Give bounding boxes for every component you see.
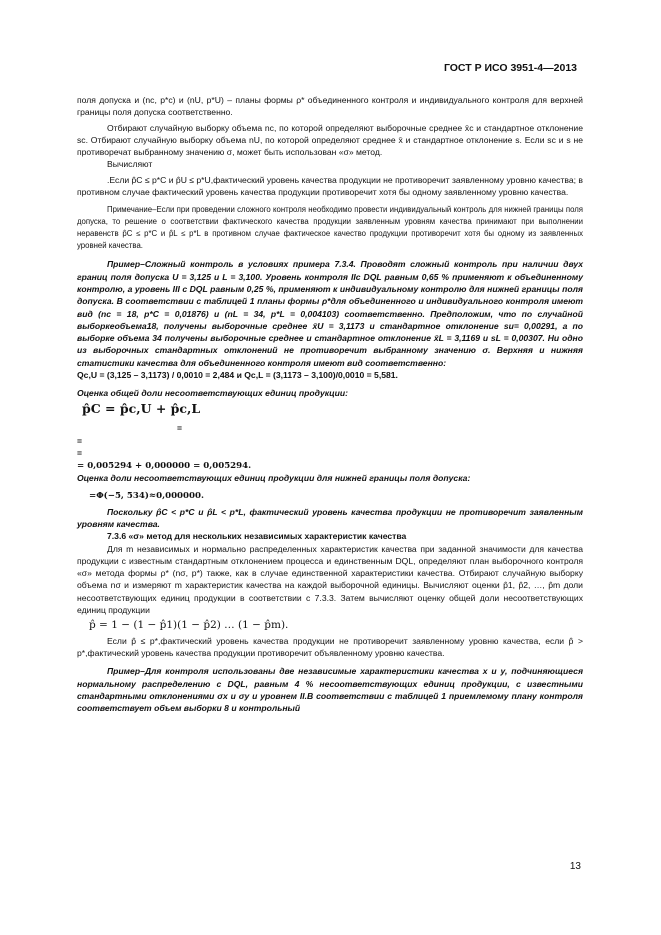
lower-estimate-value: =Φ(−5, 534)≈0,000000. xyxy=(89,491,204,502)
total-estimate-heading: Оценка общей доли несоответствующих единиц продукции: xyxy=(77,388,349,399)
lower-estimate-heading: Оценка доли несоответствующих единиц продукции для нижней границы поля допуска: xyxy=(77,472,471,483)
paragraph-1: поля допуска и (nc, p*c) и (nU, p*U) – планы формы ρ* объединенного контроля и индивидуального контроля для верхней границы поля допуска соответственно. xyxy=(77,95,583,118)
paragraph-2: Отбирают случайную выборку объема nc, по которой определяют выборочные среднее x̄c и стандартное отклонение sc. Отбирают случайную выборку объема nU, по которой определяют среднее x̄ и стандартное отклонение s. Если sc и s не противоречат выбранному значению σ, может быть использован «σ» метод. xyxy=(77,122,583,158)
equation-line-3: = xyxy=(77,448,83,459)
equation-line-1: = xyxy=(177,422,183,433)
page-number: 13 xyxy=(569,861,581,872)
example-2: Пример–Для контроля использованы две независимые характеристики качества x и y, подчиняющиеся нормальному распределению с DQL, равным 4 % несоответствующих единиц продукции, с известными стандартными отклонениями σx и σy и уровнем II.В соответствии с таблицей 1 приемлемому плану контроля соответствует объем выборки 8 и контрольный xyxy=(77,666,583,714)
paragraph-compute: Вычисляют xyxy=(107,159,153,170)
section-title: 7.3.6 «σ» метод для нескольких независимых характеристик качества xyxy=(107,531,407,542)
section-paragraph-2: Если p̂ ≤ p*,фактический уровень качества продукции не противоречит заявленному уровню качества, если p̂ > p*,фактический уровень качества продукции противоречит объявленному уровню качества. xyxy=(77,635,583,659)
example-1: Пример–Сложный контроль в условиях примера 7.3.4. Проводят сложный контроль при наличии двух границ поля допуска U = 3,125 и L = 3,100. Уровень контроля IIc DQL равным 0,65 % применяют к объединенному контролю, а уровень III с DQL равным 0,25 %, применяют к индивидуальному контролю для нижней границы поля допуска. В соответствии с таблицей 1 планы формы ρ*для объединенного и индивидуального контроля имеют вид (nc = 18, p*C = 0,01876) и (nL = 34, p*L = 0,004103) соответственно. Предположим, что по случайной выборкеобъема18, получены выборочные среднее x̄U = 3,1173 и стандартное отклонение su= 0,00291, а по выборке объема 34 получены выборочные среднее и стандартное отклонение x̄L = 3,1169 и sL = 0,00307. Ни одно из выборочных стандартных отклонений не противоречит выбранному значению σ. Верхняя и нижняя статистики качества для объединенного контроля имеют вид соответственно: xyxy=(77,259,583,368)
conclusion-paragraph: Поскольку p̂C < p*C и p̂L < p*L, фактический уровень качества продукции не противоречит заявленным уровням качества. xyxy=(77,506,583,529)
paragraph-if: .Если p̂C ≤ p*C и p̂U ≤ p*U,фактический уровень качества продукции не противоречит заявленному уровню качества; в противном случае фактический уровень качества продукции противоречит хотя бы одному заявленному уровню качества. xyxy=(77,174,583,198)
equation-line-2: = xyxy=(77,435,83,446)
document-header: ГОСТ Р ИСО 3951-4—2013 xyxy=(443,62,577,74)
note-paragraph: Примечание–Если при проведении сложного контроля необходимо провести индивидуальный контроль для нижней границы поля допуска, то решение о соответствии фактического качества продукции заявленным уровням качества принимают при выполнении неравенств p̂C ≤ p*C и p̂L ≤ p*L в противном случае фактическое качество продукции противоречит хотя бы одному из заявленных уровней качества. xyxy=(77,205,583,251)
page-content xyxy=(77,94,583,715)
total-estimate-formula: p̂C = p̂c,U + p̂c,L xyxy=(82,400,201,416)
overall-estimate-formula: p̂ = 1 − (1 − p̂1)(1 − p̂2) … (1 − p̂m). xyxy=(89,619,289,632)
example-1-statistics: Qc,U = (3,125 – 3,1173) / 0,0010 = 2,484 и Qc,L = (3,1173 – 3,100)/0,0010 = 5,581. xyxy=(77,370,398,381)
section-paragraph-1: Для m независимых и нормально распределенных характеристик качества при заданной значимости для качества продукции с известным стандартным отклонением процесса и единственным DQL, определяют план выборочного контроля «σ» метода формы ρ* (nσ, p*) также, как в случае единственной характеристики качества. Отбирают случайную выборку объема nσ и измеряют m характеристик качества на каждой выборочной единицы. Вычисляют оценки p̂1, p̂2, …, p̂m доли несоответствующих единиц продукции в соответствии с 7.3.3. Затем вычисляют оценку общей доли несоответствующих единиц продукции xyxy=(77,543,583,615)
equation-line-final: = 0,005294 + 0,000000 = 0,005294. xyxy=(77,460,252,471)
